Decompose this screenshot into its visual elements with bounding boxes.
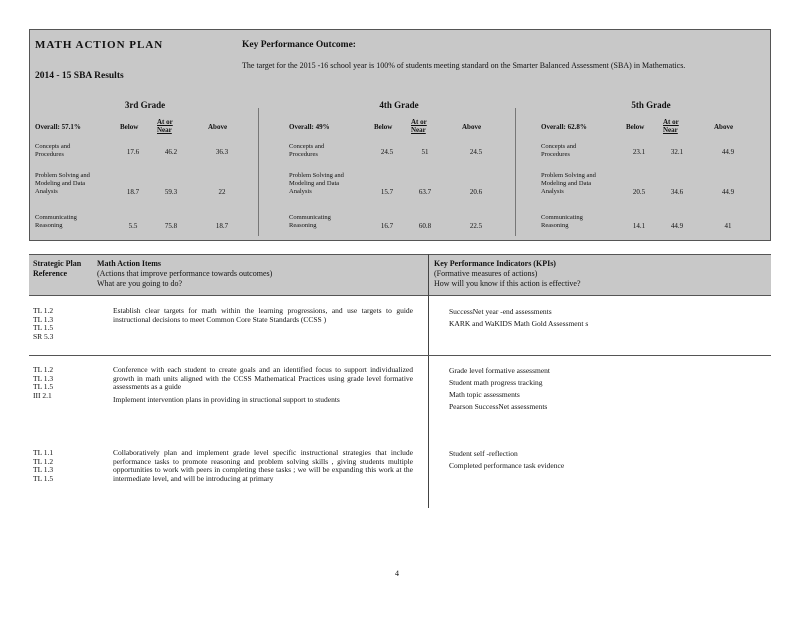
kpi-item: KARK and WaKIDS Math Gold Assessment s xyxy=(449,319,589,328)
overall-score: Overall: 49% xyxy=(289,123,330,131)
sba-results-panel xyxy=(29,29,771,241)
score-value: 16.7 xyxy=(380,222,394,230)
col-strategic-ref-header: Strategic Plan Reference xyxy=(33,259,82,278)
col-action-items-header xyxy=(97,259,422,289)
score-value: 46.2 xyxy=(164,148,178,156)
score-value: 34.6 xyxy=(670,188,684,196)
action-item: Conference with each student to create goals and an identified focus to support individualized growth in math units aligned with the CCSS Mathematical Practices using grade level formative assessments as a guide xyxy=(113,365,413,391)
column-header: At or Near xyxy=(663,118,679,134)
kpi-item: Student math progress tracking xyxy=(449,378,543,387)
score-value: 63.7 xyxy=(418,188,432,196)
kpo-label: Key Performance Outcome: xyxy=(242,40,356,50)
grade-title: 5th Grade xyxy=(631,100,671,110)
grade-title: 3rd Grade xyxy=(124,100,166,110)
score-value: 18.7 xyxy=(215,222,229,230)
score-value: 41 xyxy=(724,222,732,230)
action-item: Implement intervention plans in providing in structional support to students xyxy=(113,394,340,404)
action-item: Collaboratively plan and implement grade level specific instructional strategies that include performance tasks to promote reasoning and problem solving skills , giving students multiple opportunities to work with peers in completing these tasks ; we will be expanding this work at the intermediate level, and will be introducing at primary xyxy=(113,448,413,483)
strategic-ref: TL 1.2 TL 1.3 TL 1.5 III 2.1 xyxy=(33,365,54,400)
results-subtitle: 2014 - 15 SBA Results xyxy=(35,71,124,81)
table-column-divider xyxy=(428,254,429,508)
score-value: 20.5 xyxy=(632,188,646,196)
score-value: 59.3 xyxy=(164,188,178,196)
score-value: 23.1 xyxy=(632,148,646,156)
score-value: 75.8 xyxy=(164,222,178,230)
score-value: 32.1 xyxy=(670,148,684,156)
overall-score: Overall: 62.8% xyxy=(541,123,587,131)
score-value: 44.9 xyxy=(721,148,735,156)
column-header: Above xyxy=(208,123,228,131)
score-value: 24.5 xyxy=(469,148,483,156)
column-header: Below xyxy=(374,123,393,131)
row-label: Problem Solving and Modeling and Data Analysis xyxy=(541,172,596,195)
column-divider xyxy=(515,108,516,236)
kpi-item: SuccessNet year -end assessments xyxy=(449,307,552,316)
score-value: 15.7 xyxy=(380,188,394,196)
score-value: 36.3 xyxy=(215,148,229,156)
row-label: Communicating Reasoning xyxy=(289,214,331,229)
score-value: 5.5 xyxy=(128,222,138,230)
kpi-title: Key Performance Indicators (KPIs) xyxy=(434,259,556,268)
kpi-item: Grade level formative assessment xyxy=(449,366,551,375)
row-label: Problem Solving and Modeling and Data Analysis xyxy=(35,172,90,195)
kpi-desc: (Formative measures of actions) xyxy=(434,269,538,278)
row-label: Communicating Reasoning xyxy=(541,214,583,229)
page-title: MATH ACTION PLAN xyxy=(35,39,164,51)
column-header: Below xyxy=(120,123,139,131)
score-value: 51 xyxy=(421,148,429,156)
page-number: 4 xyxy=(395,569,399,578)
column-header: Above xyxy=(462,123,482,131)
score-value: 44.9 xyxy=(670,222,684,230)
row-label: Problem Solving and Modeling and Data Analysis xyxy=(289,172,344,195)
column-header: At or Near xyxy=(157,118,173,134)
kpi-item: Student self -reflection xyxy=(449,449,518,458)
kpi-item: Math topic assessments xyxy=(449,390,520,399)
column-header: Below xyxy=(626,123,645,131)
column-divider xyxy=(258,108,259,236)
row-label: Communicating Reasoning xyxy=(35,214,77,229)
action-items-question: What are you going to do? xyxy=(97,279,183,288)
score-value: 18.7 xyxy=(126,188,140,196)
col-kpi-header xyxy=(434,259,764,289)
column-header: At or Near xyxy=(411,118,427,134)
row-label: Concepts and Procedures xyxy=(541,143,577,158)
score-value: 44.9 xyxy=(721,188,735,196)
row-divider xyxy=(29,355,771,356)
score-value: 17.6 xyxy=(126,148,140,156)
column-header: Above xyxy=(714,123,734,131)
row-label: Concepts and Procedures xyxy=(289,143,325,158)
score-value: 22.5 xyxy=(469,222,483,230)
strategic-ref: TL 1.1 TL 1.2 TL 1.3 TL 1.5 xyxy=(33,448,54,483)
strategic-ref: TL 1.2 TL 1.3 TL 1.5 SR 5.3 xyxy=(33,306,54,341)
action-item: Establish clear targets for math within the learning progressions, and use targets to guide instructional decisions to meet Common Core State Standards (CCSS ) xyxy=(113,306,413,324)
score-value: 24.5 xyxy=(380,148,394,156)
score-value: 20.6 xyxy=(469,188,483,196)
kpo-text: The target for the 2015 -16 school year is 100% of students meeting standard on the Smarter Balanced Assessment (SBA) in Mathematics. xyxy=(242,61,686,70)
score-value: 14.1 xyxy=(632,222,646,230)
kpi-item: Pearson SuccessNet assessments xyxy=(449,402,548,411)
row-label: Concepts and Procedures xyxy=(35,143,71,158)
action-items-title: Math Action Items xyxy=(97,259,161,268)
grade-title: 4th Grade xyxy=(379,100,419,110)
action-items-desc: (Actions that improve performance towards outcomes) xyxy=(97,269,273,278)
kpi-question: How will you know if this action is effective? xyxy=(434,279,581,288)
score-value: 22 xyxy=(218,188,226,196)
overall-score: Overall: 57.1% xyxy=(35,123,81,131)
score-value: 60.8 xyxy=(418,222,432,230)
kpi-item: Completed performance task evidence xyxy=(449,461,565,470)
